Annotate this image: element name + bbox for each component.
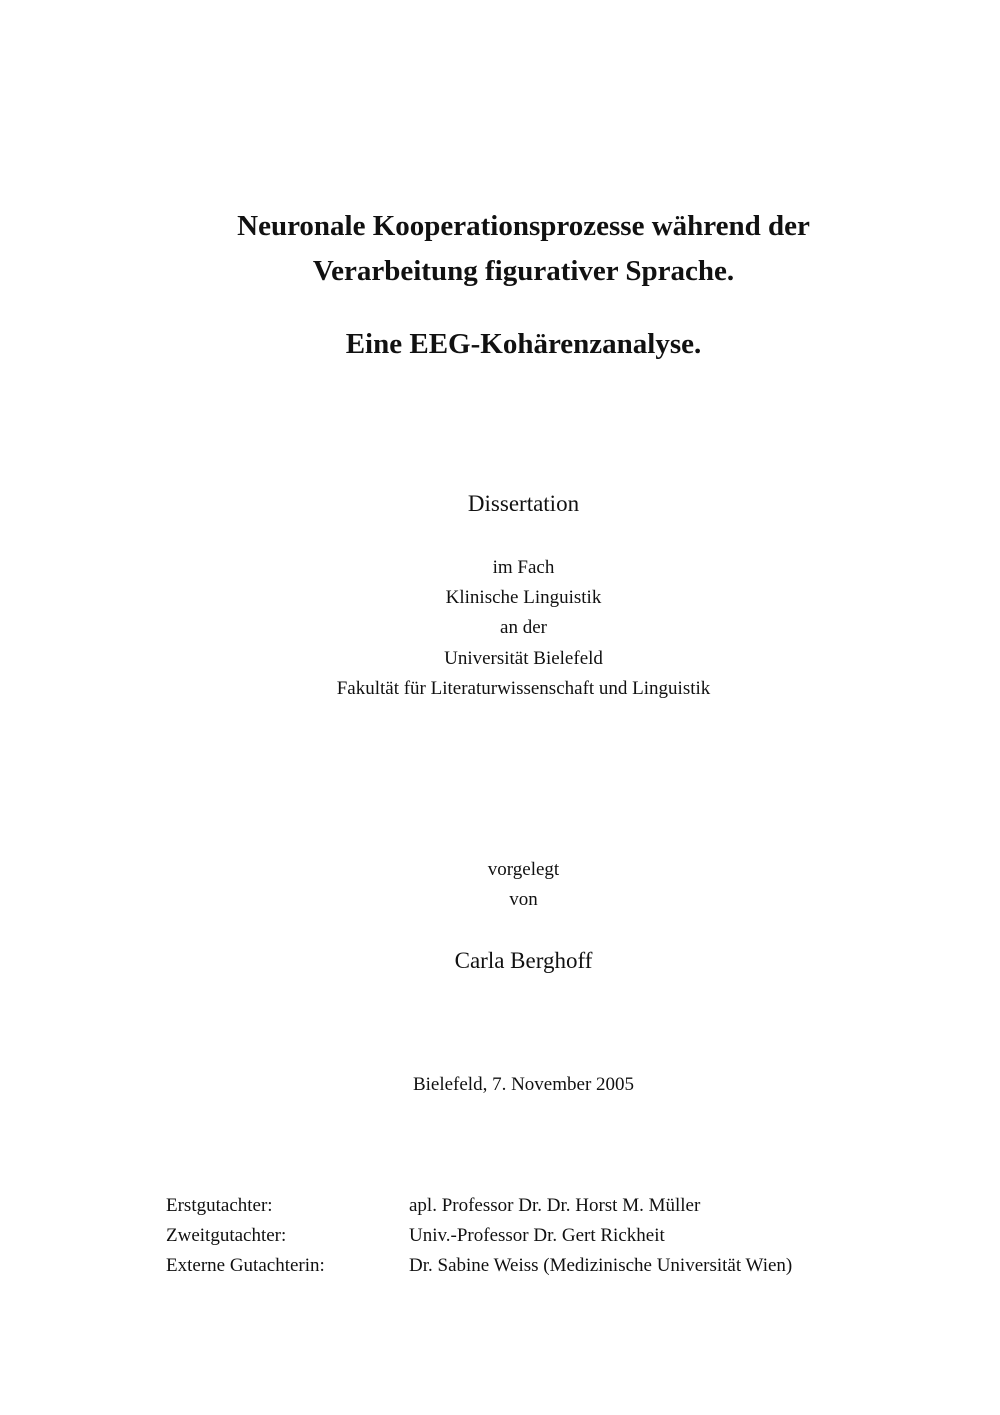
reviewer-role: Erstgutachter:	[166, 1195, 273, 1216]
reviewer-name: Dr. Sabine Weiss (Medizinische Universität Wien)	[409, 1255, 793, 1277]
thesis-subtitle: Eine EEG-Kohärenzanalyse.	[345, 328, 702, 360]
thesis-title-line-2: Verarbeitung figurativer Sprache.	[312, 255, 735, 287]
reviewers-list	[166, 1191, 792, 1282]
institution-block	[0, 553, 1000, 704]
presented-by-line-2: von	[509, 889, 538, 911]
place-and-date: Bielefeld, 7. November 2005	[412, 1074, 635, 1095]
reviewer-name: Univ.-Professor Dr. Gert Rickheit	[409, 1225, 665, 1247]
reviewer-role: Zweitgutachter:	[166, 1225, 287, 1247]
reviewer-row	[166, 1221, 792, 1251]
document-type: Dissertation	[467, 491, 580, 516]
author-name: Carla Berghoff	[454, 948, 593, 973]
reviewer-row	[166, 1251, 792, 1281]
reviewer-role: Externe Gutachterin:	[166, 1255, 325, 1277]
reviewer-row	[166, 1191, 792, 1221]
institution-line-4: Universität Bielefeld	[444, 647, 603, 669]
institution-line-1: im Fach	[492, 557, 555, 578]
institution-line-3: an der	[500, 617, 547, 639]
institution-line-5: Fakultät für Literaturwissenschaft und Linguistik	[336, 677, 711, 699]
thesis-title	[0, 204, 1000, 294]
reviewer-name: apl. Professor Dr. Dr. Horst M. Müller	[409, 1195, 701, 1216]
thesis-title-line-1: Neuronale Kooperationsprozesse während der	[237, 210, 810, 242]
presented-by-line-1: vorgelegt	[487, 859, 560, 880]
presented-by-block	[0, 855, 1000, 915]
institution-line-2: Klinische Linguistik	[445, 587, 602, 609]
